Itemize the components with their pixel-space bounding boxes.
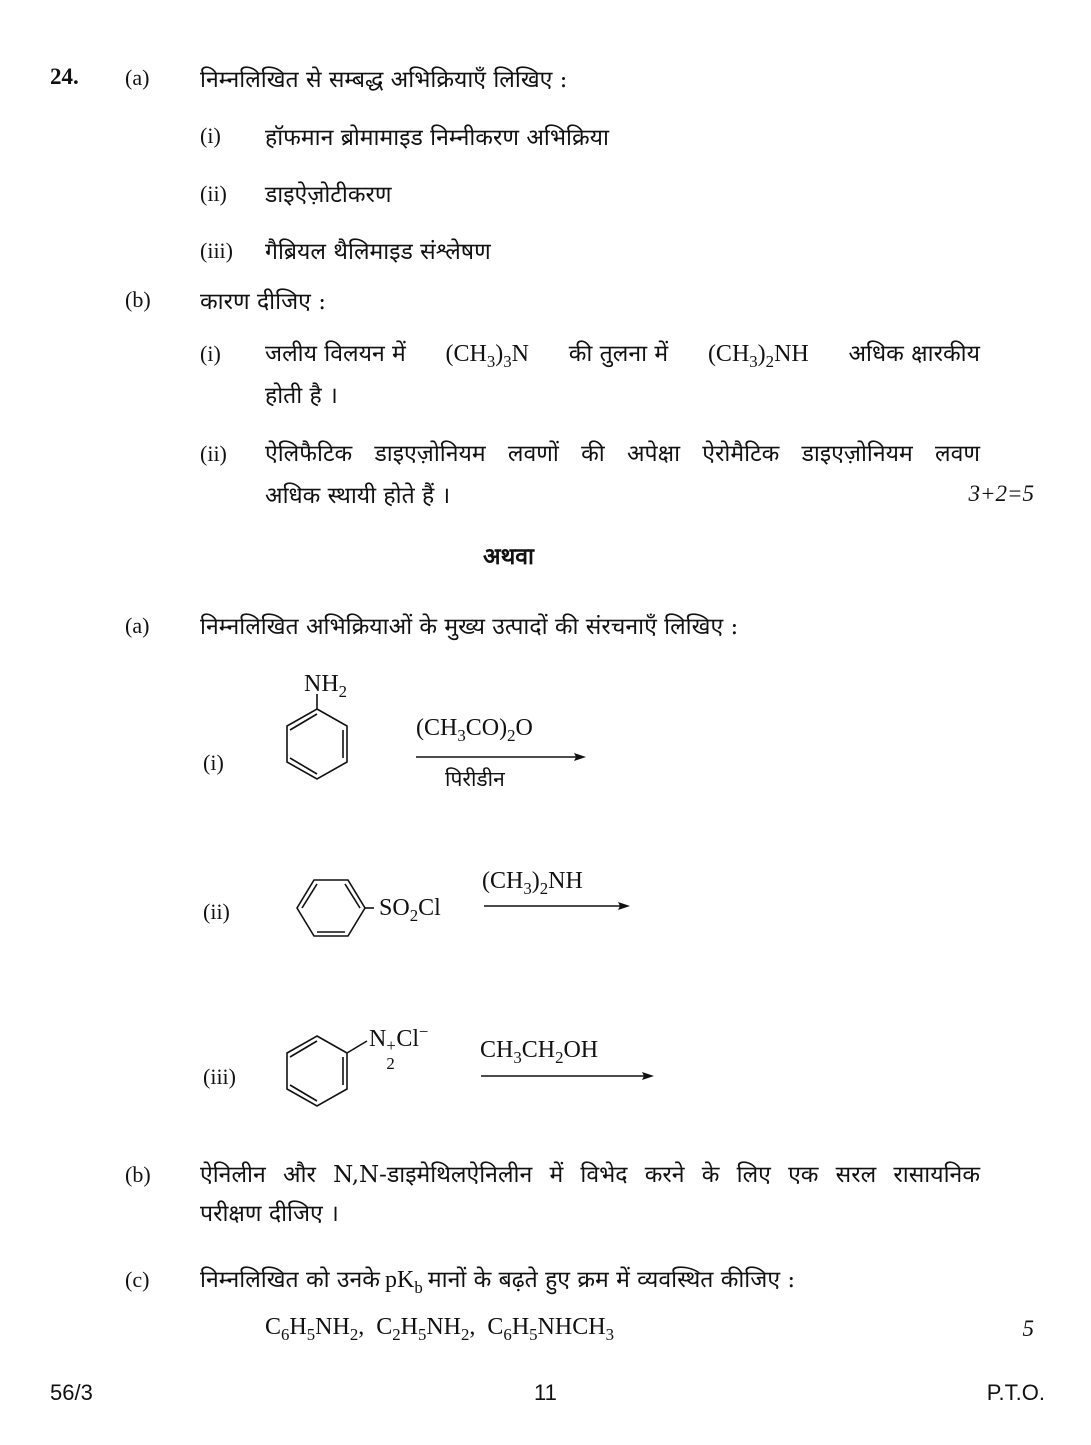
reaction-arrow — [416, 753, 586, 761]
alt-a-label: (a) — [125, 613, 150, 638]
alt-c-text-2: मानों के बढ़ते हुए क्रम में व्यवस्थित कीजिए : — [427, 1267, 796, 1293]
b-i-text-2: की तुलना में — [568, 341, 669, 367]
page-number: 11 — [534, 1380, 557, 1405]
part-b-ii-line1: ऐलिफैटिक डाइएज़ोनियम लवणों की अपेक्षा ऐरोमैटिक डाइएज़ोनियम लवण — [265, 441, 980, 467]
reaction-ii-substituent: $SO_2Cl$ — [379, 895, 441, 925]
alt-c-pkb: $pK_b$ — [385, 1267, 423, 1297]
reaction-ii-scheme — [270, 870, 650, 950]
alt-a-text: निम्नलिखित अभिक्रियाओं के मुख्य उत्पादों की संरचनाएँ लिखिए : — [200, 614, 739, 640]
b-i-chem-1: $(CH_3)_3N$ — [445, 341, 529, 371]
benzene-ring-icon — [287, 1036, 367, 1106]
alt-b-label: (b) — [125, 1162, 151, 1187]
b-i-text-3: अधिक क्षारकीय — [848, 341, 980, 367]
reaction-ii-reagent-top: $(CH_3)_2NH$ — [482, 868, 583, 898]
part-a-label: (a) — [125, 65, 150, 90]
alt-c-label: (c) — [125, 1267, 150, 1292]
reaction-iii-scheme — [270, 1010, 670, 1120]
part-a-i-label: (i) — [200, 123, 221, 148]
question-number: 24. — [50, 64, 79, 89]
alt-b-line1: ऐनिलीन और N,N-डाइमेथिलऐनिलीन में विभेद करने के लिए एक सरल रासायनिक — [200, 1162, 980, 1188]
part-a-ii-label: (ii) — [200, 181, 227, 206]
reaction-arrow — [481, 1072, 654, 1080]
reaction-iii-reagent-top: $CH_3CH_2OH$ — [480, 1037, 599, 1067]
reaction-i-reagent-top: $(CH_3CO)_2O$ — [416, 715, 533, 745]
reaction-i-label: (i) — [203, 750, 224, 775]
alt-c-compounds: $C_6H_5NH_2$, $C_2H_5NH_2$, $C_6H_5NHCH_3$ — [265, 1314, 614, 1344]
benzene-ring-icon — [297, 880, 374, 936]
paper-code: 56/3 — [50, 1380, 93, 1405]
reaction-i-reagent-bottom: पिरीडीन — [445, 767, 505, 791]
or-divider: अथवा — [483, 543, 535, 570]
b-i-chem-2: $(CH_3)_2NH$ — [707, 341, 809, 371]
part-b-i-label: (i) — [200, 341, 221, 366]
reaction-i-substituent: $NH_2$ — [304, 671, 348, 701]
part-a-iii-label: (iii) — [200, 238, 233, 263]
part-b-label: (b) — [125, 287, 151, 312]
part-b-text: कारण दीजिए : — [200, 289, 326, 315]
part-a-iii-text: गैब्रियल थैलिमाइड संश्लेषण — [265, 239, 491, 265]
alt-b-line2: परीक्षण दीजिए । — [200, 1201, 339, 1227]
reaction-iii-substituent: N + 2 Cl− — [369, 1022, 429, 1073]
benzene-ring-icon — [287, 694, 347, 779]
reaction-ii-label: (ii) — [203, 899, 230, 924]
part-b-ii-line2: अधिक स्थायी होते हैं । — [265, 483, 451, 509]
marks-5: 5 — [1022, 1316, 1034, 1341]
b-i-text-1: जलीय विलयन में — [265, 341, 406, 367]
marks-3-2-5: 3+2=5 — [968, 481, 1034, 506]
alt-c-text-1: निम्नलिखित को उनके — [200, 1267, 380, 1293]
part-a-i-text: हॉफमान ब्रोमामाइड निम्नीकरण अभिक्रिया — [265, 125, 609, 151]
pto-label: P.T.O. — [986, 1380, 1045, 1405]
part-b-i-line2: होती है । — [265, 383, 338, 409]
part-a-text: निम्नलिखित से सम्बद्ध अभिक्रियाएँ लिखिए : — [200, 67, 568, 93]
reaction-arrow — [484, 902, 630, 910]
part-b-ii-label: (ii) — [200, 441, 227, 466]
part-a-ii-text: डाइऐज़ोटीकरण — [265, 182, 392, 208]
alt-c-text — [200, 1262, 795, 1298]
part-b-i-line1 — [265, 336, 980, 372]
reaction-iii-label: (iii) — [203, 1064, 236, 1089]
